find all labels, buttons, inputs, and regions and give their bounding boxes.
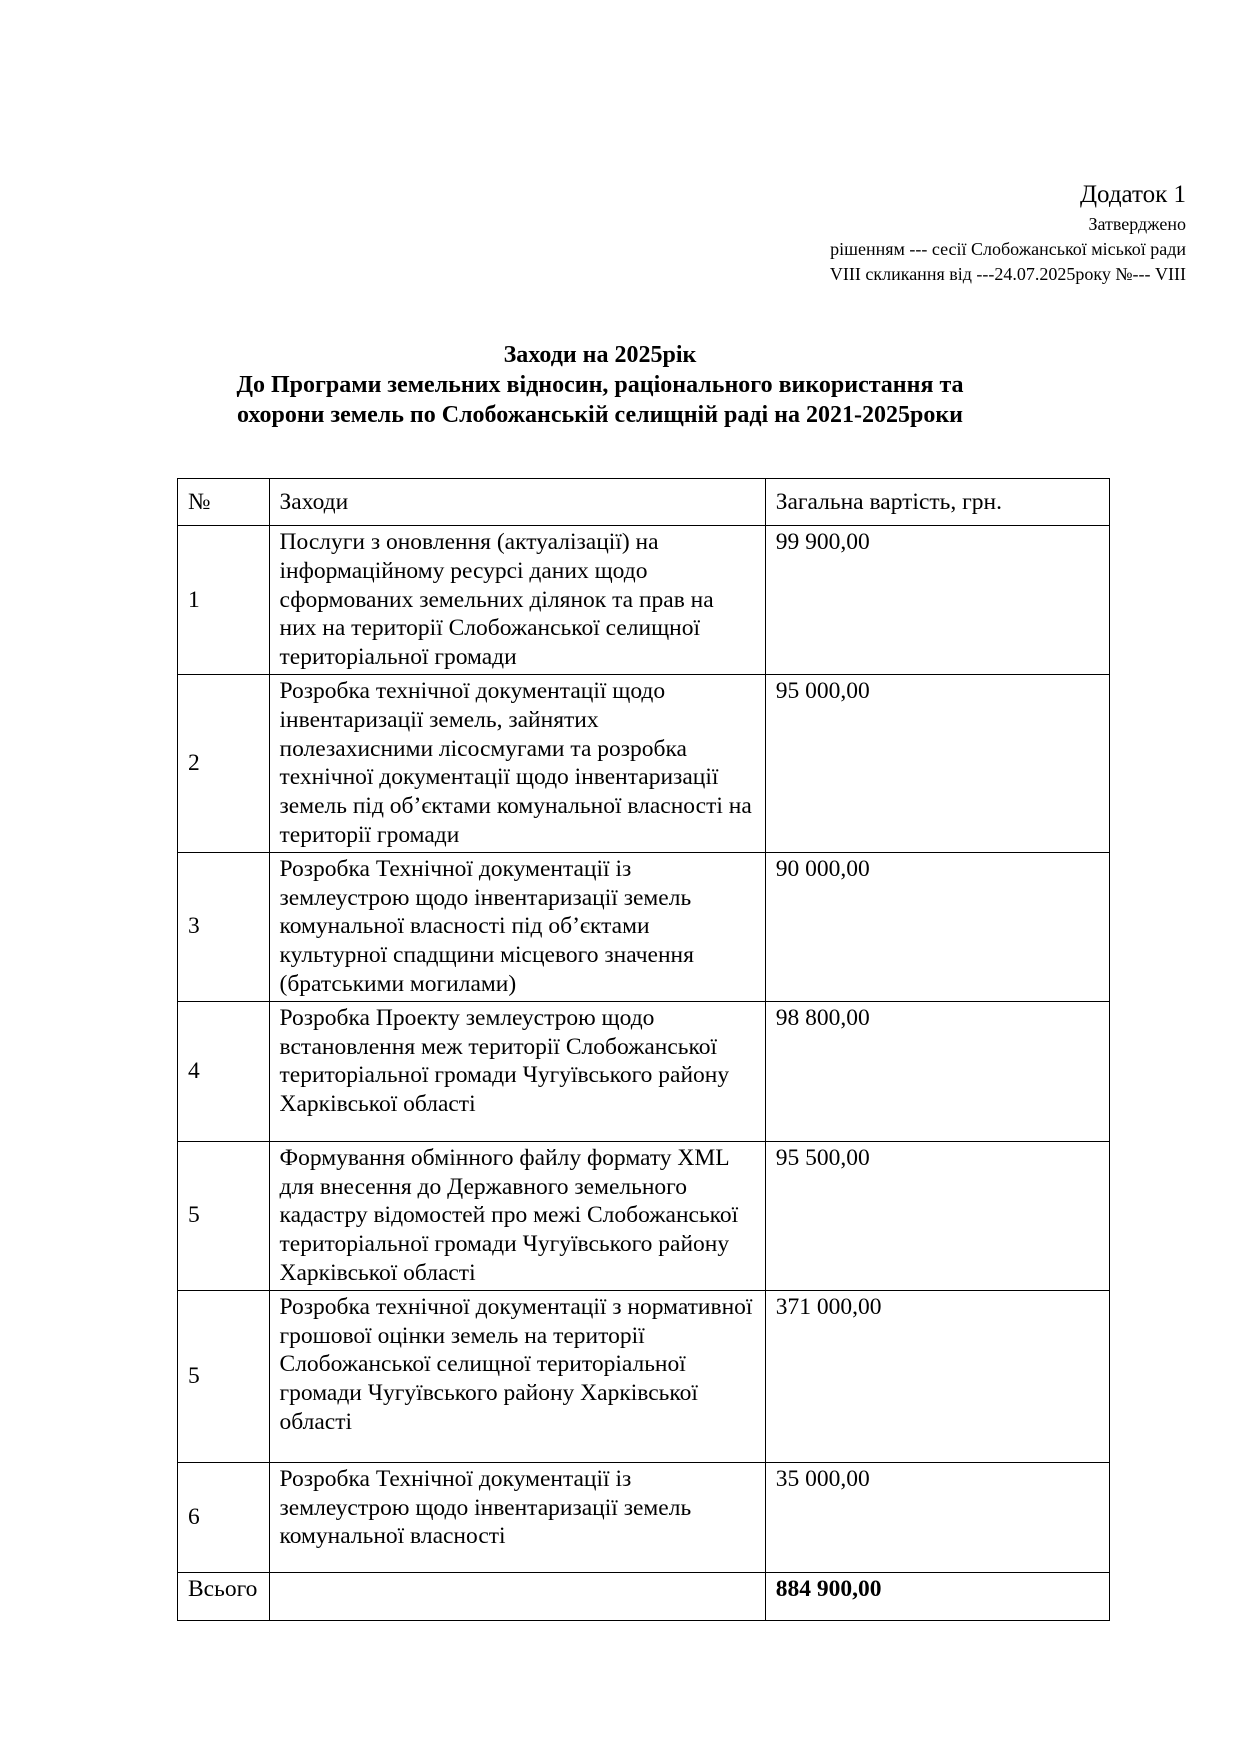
row-number: 5 xyxy=(178,1141,270,1290)
row-cost: 90 000,00 xyxy=(765,852,1109,1001)
row-cost: 95 500,00 xyxy=(765,1141,1109,1290)
approved-label: Затверджено xyxy=(1088,214,1186,234)
row-cost: 99 900,00 xyxy=(765,526,1109,675)
row-measure: Розробка Технічної документації із землеустрою щодо інвентаризації земель комунальної власності xyxy=(269,1462,765,1572)
row-number: 2 xyxy=(178,674,270,852)
header-measure: Заходи xyxy=(269,479,765,526)
total-measure xyxy=(269,1572,765,1620)
measures-table xyxy=(177,478,1110,1621)
total-cost: 884 900,00 xyxy=(765,1572,1109,1620)
table-row xyxy=(178,674,1110,852)
row-cost: 98 800,00 xyxy=(765,1001,1109,1141)
row-measure: Розробка технічної документації з нормативної грошової оцінки земель на території Слобожанської селищної територіальної громади Чугуївського району Харківської області xyxy=(269,1290,765,1462)
heading-line-1: Заходи на 2025рік xyxy=(503,342,697,368)
row-number: 6 xyxy=(178,1462,270,1572)
decision-line: рішенням --- сесії Слобожанської міської ради xyxy=(830,239,1186,259)
convocation-line: VIII скликання від ---24.07.2025року №--- VIII xyxy=(829,264,1186,284)
header-cost: Загальна вартість, грн. xyxy=(765,479,1109,526)
table-row xyxy=(178,1462,1110,1572)
appendix-block xyxy=(586,178,1186,287)
row-number: 3 xyxy=(178,852,270,1001)
row-measure: Формування обмінного файлу формату XML для внесення до Державного земельного кадастру відомостей про межі Слобожанської територіальної громади Чугуївського району Харківської області xyxy=(269,1141,765,1290)
row-cost: 371 000,00 xyxy=(765,1290,1109,1462)
table-row xyxy=(178,1290,1110,1462)
appendix-title: Додаток 1 xyxy=(1080,181,1186,208)
row-measure: Розробка Технічної документації із землеустрою щодо інвентаризації земель комунальної власності під об’єктами культурної спадщини місцевого значення (братськими могилами) xyxy=(269,852,765,1001)
header-number: № xyxy=(178,479,270,526)
table-row xyxy=(178,1141,1110,1290)
table-row xyxy=(178,852,1110,1001)
table-row xyxy=(178,526,1110,675)
row-measure: Розробка Проекту землеустрою щодо встановлення меж території Слобожанської територіальної громади Чугуївського району Харківської області xyxy=(269,1001,765,1141)
heading-line-3: охорони земель по Слобожанській селищній раді на 2021-2025роки xyxy=(236,402,963,428)
row-number: 4 xyxy=(178,1001,270,1141)
table-row xyxy=(178,1001,1110,1141)
row-measure: Послуги з оновлення (актуалізації) на інформаційному ресурсі даних щодо сформованих земельних ділянок та прав на них на території Слобожанської селищної територіальної громади xyxy=(269,526,765,675)
row-cost: 35 000,00 xyxy=(765,1462,1109,1572)
total-label: Всього xyxy=(178,1572,270,1620)
table-header-row xyxy=(178,479,1110,526)
table-total-row xyxy=(178,1572,1110,1620)
row-measure: Розробка технічної документації щодо інвентаризації земель, зайнятих полезахисними лісосмугами та розробка технічної документації щодо інвентаризації земель під об’єктами комунальної власності на території громади xyxy=(269,674,765,852)
row-number: 5 xyxy=(178,1290,270,1462)
row-number: 1 xyxy=(178,526,270,675)
row-cost: 95 000,00 xyxy=(765,674,1109,852)
heading-line-2: До Програми земельних відносин, раціонального використання та xyxy=(236,372,964,398)
document-heading xyxy=(180,340,1020,430)
